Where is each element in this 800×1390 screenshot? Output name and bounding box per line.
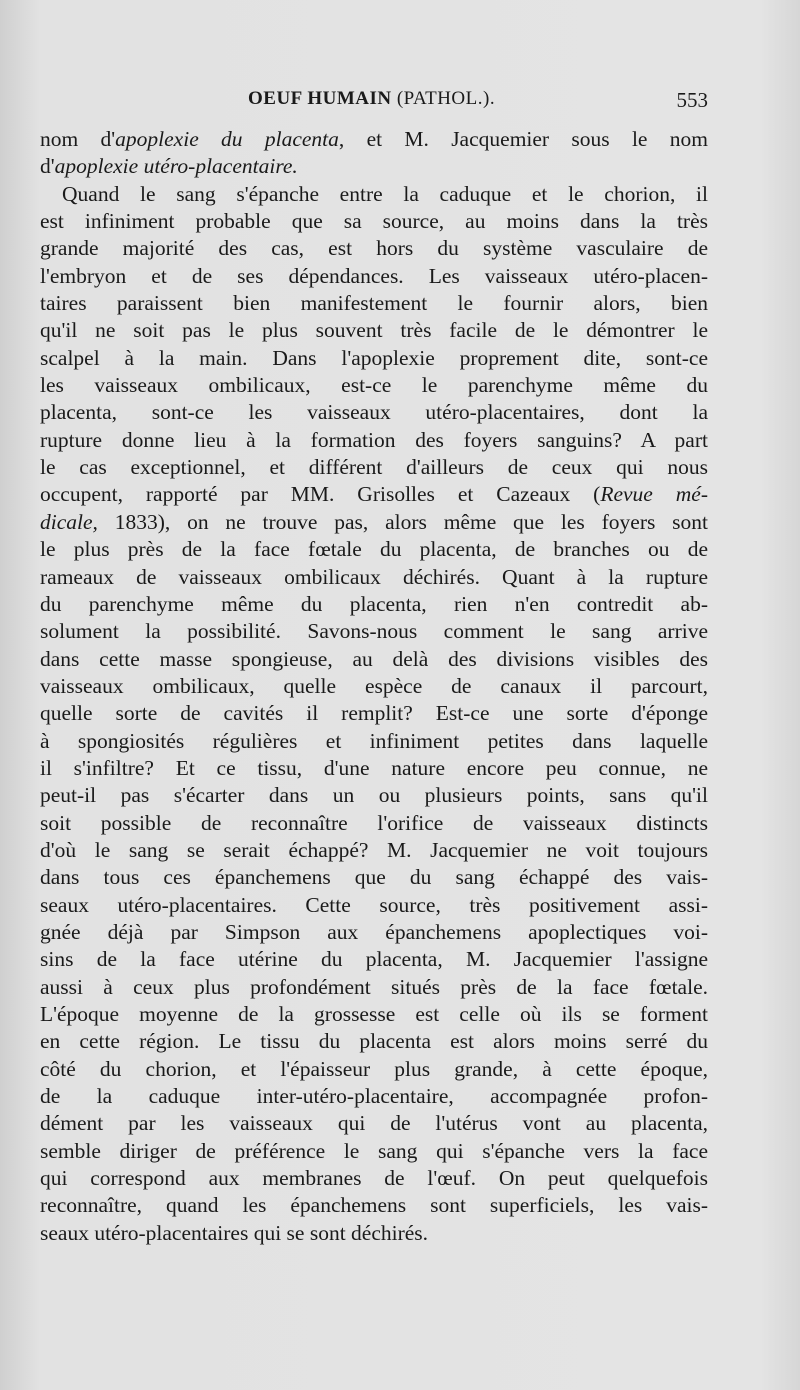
text-line xyxy=(40,427,708,454)
text-run: occupent, rapporté par MM. Grisolles et Cazeaux ( xyxy=(40,482,601,507)
text-line xyxy=(40,1028,708,1055)
italic-text-run: apoplexie utéro-placentaire. xyxy=(54,154,298,179)
italic-text-run: apoplexie du placenta xyxy=(115,127,339,151)
text-run: sins de la face utérine du placenta, M. Jacquemier l'assigne xyxy=(40,947,708,972)
text-run: aussi à ceux plus profondément situés près de la face fœtale. xyxy=(40,974,708,999)
text-line xyxy=(40,673,708,700)
text-run: qui correspond aux membranes de l'œuf. On peut quelquefois xyxy=(40,1166,708,1191)
body-text xyxy=(40,126,708,1247)
text-line xyxy=(40,810,708,837)
text-run: d'où le sang se serait échappé? M. Jacquemier ne voit toujours xyxy=(40,837,708,862)
text-run: qu'il ne soit pas le plus souvent très facile de le démontrer le xyxy=(40,318,708,343)
text-run: soit possible de reconnaître l'orifice de vaisseaux distincts xyxy=(40,810,708,835)
text-line xyxy=(40,208,708,235)
text-line xyxy=(40,700,708,727)
text-run: dément par les vaisseaux qui de l'utérus vont au placenta, xyxy=(40,1111,708,1136)
text-line xyxy=(40,564,708,591)
text-line xyxy=(40,372,708,399)
running-title xyxy=(248,88,495,110)
text-run: reconnaître, quand les épanchemens sont superficiels, les vais- xyxy=(40,1193,708,1218)
text-run: seaux utéro-placentaires. Cette source, très positivement assi- xyxy=(40,892,708,917)
text-run: gnée déjà par Simpson aux épanchemens apoplectiques voi- xyxy=(40,919,708,944)
text-run: 1833), on ne trouve pas, alors même que les foyers sont xyxy=(97,509,708,534)
text-line xyxy=(40,646,708,673)
text-line xyxy=(40,290,708,317)
text-run: le plus près de la face fœtale du placenta, de branches ou de xyxy=(40,537,708,562)
text-run: Quand le sang s'épanche entre la caduque et le chorion, il xyxy=(62,181,708,206)
text-run: de la caduque inter-utéro-placentaire, accompagnée profon- xyxy=(40,1084,708,1109)
text-line xyxy=(40,399,708,426)
text-line xyxy=(40,509,708,536)
text-run: grande majorité des cas, est hors du système vasculaire de xyxy=(40,236,708,261)
text-run: l'embryon et de ses dépendances. Les vaisseaux utéro-placen- xyxy=(40,263,708,288)
text-run: semble diriger de préférence le sang qui s'épanche vers la face xyxy=(40,1138,708,1163)
text-line xyxy=(40,782,708,809)
text-run: rupture donne lieu à la formation des foyers sanguins? A part xyxy=(40,427,708,452)
text-line xyxy=(40,235,708,262)
text-line xyxy=(40,591,708,618)
text-line xyxy=(40,946,708,973)
text-run: vaisseaux ombilicaux, quelle espèce de canaux il parcourt, xyxy=(40,673,708,698)
text-run: d' xyxy=(40,154,55,179)
text-line xyxy=(40,263,708,290)
text-line xyxy=(40,1192,708,1219)
text-run: taires paraissent bien manifestement le fournir alors, bien xyxy=(40,291,708,316)
text-line xyxy=(40,728,708,755)
text-line xyxy=(40,1165,708,1192)
text-run: à spongiosités régulières et infiniment petites dans laquelle xyxy=(40,728,708,753)
text-line xyxy=(40,345,708,372)
text-run: seaux utéro-placentaires qui se sont déchirés. xyxy=(40,1220,429,1245)
text-run: est infiniment probable que sa source, au moins dans la très xyxy=(40,209,708,234)
text-line xyxy=(40,454,708,481)
running-title-section: (PATHOL.). xyxy=(396,88,496,109)
text-line xyxy=(40,1056,708,1083)
text-run: quelle sorte de cavités il remplit? Est-ce une sorte d'éponge xyxy=(40,701,708,726)
text-line xyxy=(40,481,708,508)
text-line xyxy=(40,1083,708,1110)
text-run: rameaux de vaisseaux ombilicaux déchirés. Quant à la rupture xyxy=(40,564,708,589)
text-run: dans tous ces épanchemens que du sang échappé des vais- xyxy=(40,865,708,890)
text-line xyxy=(40,919,708,946)
text-line xyxy=(40,1001,708,1028)
text-line xyxy=(40,181,708,208)
text-line xyxy=(40,153,708,180)
text-line xyxy=(40,126,708,153)
text-run: du parenchyme même du placenta, rien n'en contredit ab- xyxy=(40,591,708,616)
text-run: dans cette masse spongieuse, au delà des divisions visibles des xyxy=(40,646,708,671)
text-run: le cas exceptionnel, et différent d'ailleurs de ceux qui nous xyxy=(40,455,708,480)
page-number: 553 xyxy=(676,88,708,112)
text-line xyxy=(40,1220,708,1247)
text-line xyxy=(40,1110,708,1137)
running-title-main: OEUF HUMAIN xyxy=(248,88,392,109)
text-line xyxy=(40,864,708,891)
text-line xyxy=(40,618,708,645)
text-run: peut-il pas s'écarter dans un ou plusieurs points, sans qu'il xyxy=(40,783,708,808)
text-run: L'époque moyenne de la grossesse est celle où ils se forment xyxy=(40,1002,708,1026)
text-line xyxy=(40,892,708,919)
text-line xyxy=(40,1138,708,1165)
text-line xyxy=(40,317,708,344)
text-run: solument la possibilité. Savons-nous comment le sang arrive xyxy=(40,619,708,644)
text-run: côté du chorion, et l'épaisseur plus grande, à cette époque, xyxy=(40,1056,708,1081)
italic-text-run: Revue mé- xyxy=(600,482,708,507)
text-run: il s'infiltre? Et ce tissu, d'une nature encore peu connue, ne xyxy=(40,755,708,780)
italic-text-run: dicale, xyxy=(40,509,98,534)
text-run: les vaisseaux ombilicaux, est-ce le parenchyme même du xyxy=(40,373,708,398)
text-run: placenta, sont-ce les vaisseaux utéro-placentaires, dont la xyxy=(40,400,708,425)
text-line xyxy=(40,755,708,782)
text-run: , et M. Jacquemier sous le nom xyxy=(338,127,708,151)
text-run: scalpel à la main. Dans l'apoplexie proprement dite, sont-ce xyxy=(40,345,708,370)
text-run: nom d' xyxy=(40,127,116,151)
running-header xyxy=(40,88,708,118)
text-line xyxy=(40,837,708,864)
text-line xyxy=(40,536,708,563)
text-run: en cette région. Le tissu du placenta est alors moins serré du xyxy=(40,1029,708,1054)
text-line xyxy=(40,974,708,1001)
